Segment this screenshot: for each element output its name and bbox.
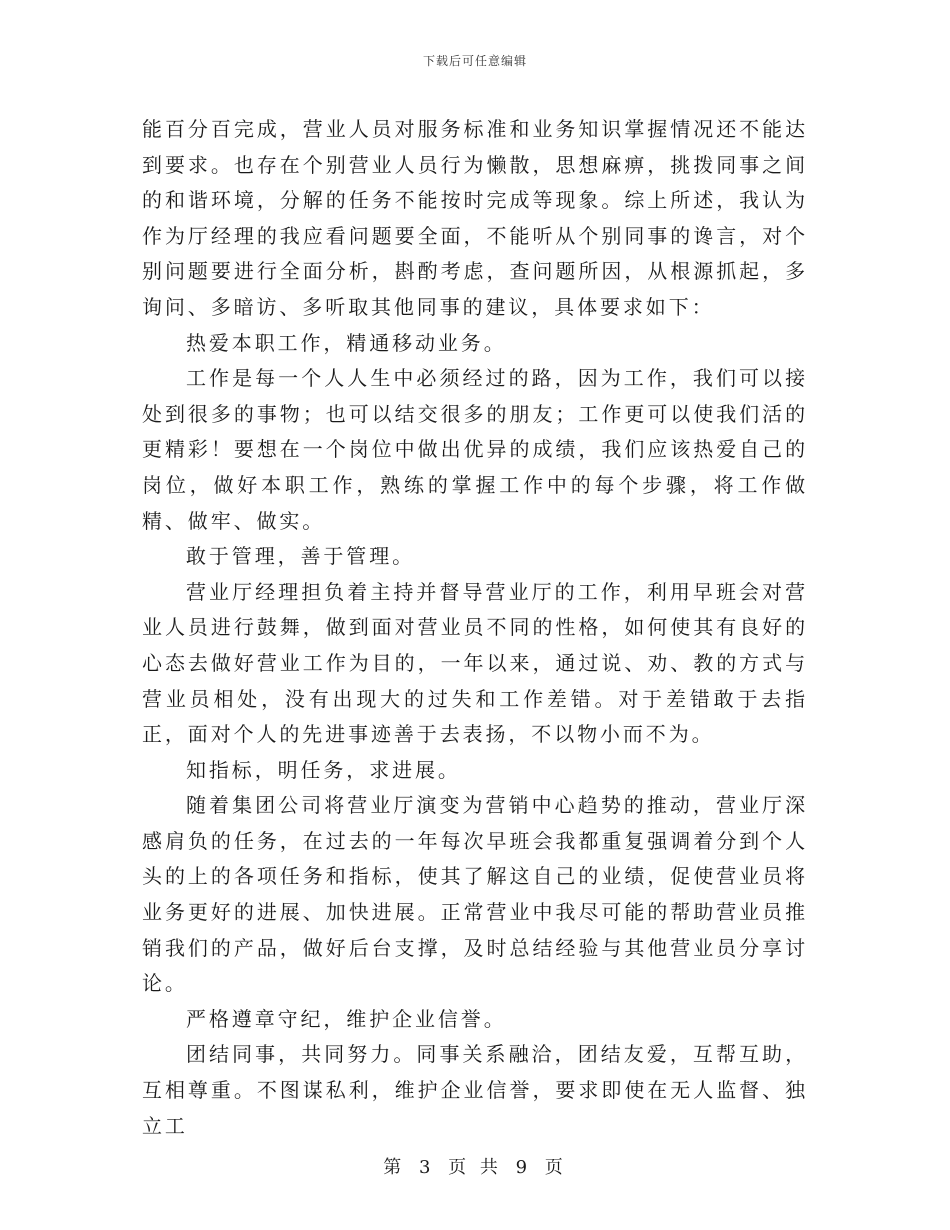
footer-middle: 页 共 xyxy=(448,1157,502,1178)
footer-suffix: 页 xyxy=(544,1157,567,1178)
page-header: 下载后可任意编辑 xyxy=(422,54,527,68)
paragraph: 工作是每一个人人生中必须经过的路，因为工作，我们可以接处到很多的事物；也可以结交很多的朋友；工作更可以使我们活的更精彩！要想在一个岗位中做出优异的成绩，我们应该热爱自己的岗位，做好本职工作，熟练的掌握工作中的每个步骤，将工作做精、做牢、做实。 xyxy=(142,366,808,533)
paragraph: 随着集团公司将营业厅演变为营销中心趋势的推动，营业厅深感肩负的任务，在过去的一年每次早班会我都重复强调着分到个人头的上的各项任务和指标，使其了解这自己的业绩，促使营业员将业务更好的进展、加快进展。正常营业中我尽可能的帮助营业员推销我们的产品，做好后台支撑，及时总结经验与其他营业员分享讨论。 xyxy=(142,793,808,996)
page-footer xyxy=(0,1153,950,1179)
section-heading: 热爱本职工作，精通移动业务。 xyxy=(186,330,507,355)
paragraph: 营业厅经理担负着主持并督导营业厅的工作，利用早班会对营业人员进行鼓舞，做到面对营业员不同的性格，如何使其有良好的心态去做好营业工作为目的，一年以来，通过说、劝、教的方式与营业员相处，没有出现大的过失和工作差错。对于差错敢于去指正，面对个人的先进事迹善于去表扬，不以物小而不为。 xyxy=(142,579,808,747)
current-page-number: 3 xyxy=(418,1157,435,1178)
total-page-count: 9 xyxy=(515,1157,532,1178)
paragraph: 能百分百完成，营业人员对服务标准和业务知识掌握情况还不能达到要求。也存在个别营业人员行为懒散，思想麻痹，挑拨同事之间的和谐环境，分解的任务不能按时完成等现象。综上所述，我认为作为厅经理的我应看问题要全面，不能听从个别同事的谗言，对个别问题要进行全面分析，斟酌考虑，查问题所因，从根源抓起，多询问、多暗访、多听取其他同事的建议，具体要求如下： xyxy=(142,117,808,319)
section-heading: 敢于管理，善于管理。 xyxy=(186,544,415,569)
document-body xyxy=(142,112,808,1144)
footer-prefix: 第 xyxy=(383,1157,406,1178)
section-heading: 知指标，明任务，求进展。 xyxy=(186,757,461,782)
section-heading: 严格遵章守纪，维护企业信誉。 xyxy=(186,1006,507,1031)
paragraph: 团结同事，共同努力。同事关系融洽，团结友爱，互帮互助，互相尊重。不图谋私利，维护企业信誉，要求即使在无人监督、独立工 xyxy=(142,1042,808,1138)
